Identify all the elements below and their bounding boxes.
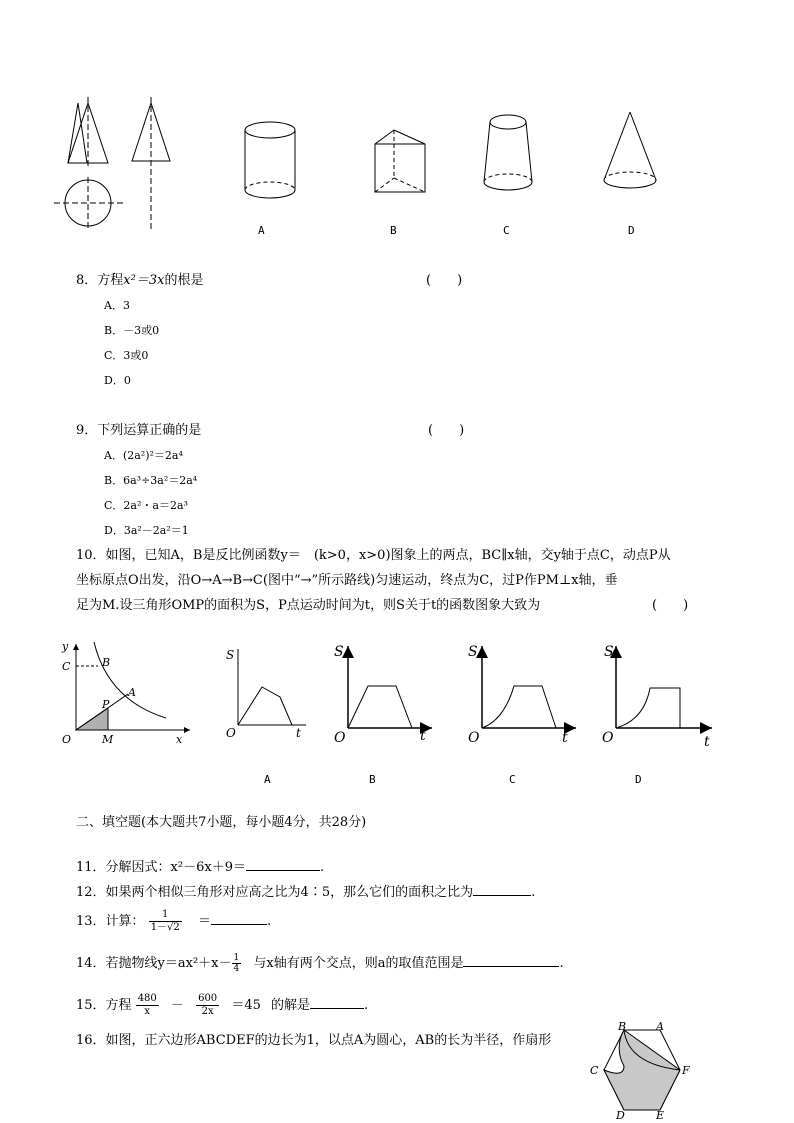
q11-end: .: [319, 860, 325, 875]
q10-d-s: S: [604, 644, 614, 660]
q11-text: 11．分解因式：x²－6x＋9＝: [76, 860, 246, 875]
q8-number: 8．: [76, 273, 98, 288]
q16-label-f: F: [682, 1064, 690, 1077]
q10-answer-bracket: ( ): [652, 598, 689, 613]
q7-label-c: C: [503, 224, 510, 237]
q16-label-d: D: [616, 1109, 625, 1122]
q10-fig-o: O: [62, 733, 72, 746]
q10-line-1: [76, 548, 671, 564]
q7-label-b: B: [390, 224, 397, 237]
q14: [76, 950, 564, 978]
q10-fig-m: M: [102, 733, 114, 746]
q9-option-c: C．2a²・a＝2a³: [104, 499, 188, 512]
q12-end: .: [531, 885, 536, 900]
q16-label-c: C: [590, 1064, 599, 1077]
q10-line-2: 坐标原点O出发，沿O→A→B→C(图中“→”所示路线)匀速运动，终点为C，过P作PM⊥x轴，垂: [76, 573, 618, 588]
q7-three-view-figure: [50, 95, 170, 235]
q10-fig-b: B: [102, 656, 111, 669]
q13-eq: ＝: [197, 914, 211, 929]
q14-text: 14．若抛物线y＝ax²＋x－: [76, 956, 232, 971]
q10-fig-p: P: [102, 698, 110, 711]
q16-hexagon-figure: [584, 1020, 694, 1120]
q13: [76, 906, 271, 938]
q8-stem-a: 方程: [97, 273, 124, 288]
q10-label-b: B: [369, 773, 376, 786]
q10-graph-d: [596, 640, 716, 750]
q8-option-c: C．3或0: [104, 349, 149, 362]
q13-fraction: [149, 909, 182, 934]
q15-minus: －: [170, 998, 184, 1013]
q16-text: 16．如图，正六边形ABCDEF的边长为1，以点A为圆心，AB的长为半径，作扇形: [76, 1033, 552, 1048]
q16-label-b: B: [618, 1020, 627, 1033]
q14-text-2: 与x轴有两个交点，则a的取值范围是: [253, 956, 464, 971]
q15-f1-num: 480: [137, 993, 157, 1004]
q10-text-1: 如图，已知A，B是反比例函数y＝ (k>0，x>0)图象上的两点，BC∥x轴，交y轴于点C，动点P从: [105, 548, 671, 563]
q9-option-d: D．3a²－2a²＝1: [104, 524, 189, 537]
q13-end: .: [266, 914, 272, 929]
q9-stem: [76, 423, 201, 439]
q7-label-a: A: [258, 224, 265, 237]
q7-option-c-frustum: [482, 110, 542, 200]
q10-d-o: O: [602, 730, 614, 746]
q14-answer-blank[interactable]: [463, 953, 559, 967]
q9-answer-bracket: ( ): [428, 423, 465, 438]
q10-c-t: t: [562, 730, 568, 746]
q9-option-a: A．(2a²)²＝2a⁴: [104, 449, 183, 462]
q8-option-b: B．－3或0: [104, 324, 160, 337]
q7-option-d-cone: [600, 108, 670, 198]
q8-answer-bracket: ( ): [426, 273, 463, 288]
q8-stem-c: 的根是: [164, 273, 204, 288]
q15-fraction-2: [196, 993, 219, 1018]
q10-c-s: S: [468, 644, 478, 660]
q10-fig-c: C: [62, 660, 71, 673]
q15-f2-num: 600: [198, 993, 218, 1004]
q10-graph-b: [330, 640, 440, 745]
q16-label-e: E: [656, 1109, 665, 1122]
q10-graph-c: [464, 640, 584, 745]
q12-answer-blank[interactable]: [473, 882, 531, 896]
q10-b-t: t: [420, 728, 426, 744]
q10-fig-x: x: [176, 733, 183, 746]
q10-fig-a: A: [128, 686, 136, 699]
q7-label-d: D: [628, 224, 635, 237]
q7-option-a-cylinder: [242, 118, 302, 208]
q14-frac-den: 4: [233, 964, 240, 974]
q10-b-o: O: [334, 730, 346, 746]
q10-a-t: t: [296, 726, 301, 740]
q15-fraction-1: [136, 993, 159, 1018]
q15-text: 15．方程: [76, 998, 132, 1013]
q7-option-b-prism: [370, 126, 440, 206]
q8-equation: x²＝3x: [123, 273, 165, 288]
q16-label-a: A: [656, 1020, 664, 1033]
q10-main-figure: [58, 640, 198, 750]
q12: [76, 882, 535, 901]
q10-label-d: D: [635, 773, 642, 786]
q10-fig-y: y: [62, 640, 69, 653]
q15-f1-den: x: [144, 1006, 151, 1017]
q15: [76, 990, 368, 1022]
q10-c-o: O: [468, 730, 480, 746]
q15-answer-blank[interactable]: [310, 995, 364, 1009]
q14-fraction: [232, 953, 242, 974]
q9-option-b: B．6a³÷3a²＝2a⁴: [104, 474, 198, 487]
q9-number: 9．: [76, 423, 98, 438]
q10-number: 10．: [76, 548, 106, 563]
q11-answer-blank[interactable]: [246, 857, 320, 871]
q8-option-a: A．3: [104, 299, 130, 312]
q10-label-a: A: [264, 773, 271, 786]
section-2-title: 二、填空题(本大题共7小题，每小题4分，共28分): [76, 815, 367, 830]
q10-graph-a: [222, 645, 312, 745]
q11: [76, 857, 324, 876]
q15-end: .: [364, 998, 369, 1013]
q10-label-c: C: [509, 773, 516, 786]
q13-text: 13．计算：: [76, 914, 145, 929]
q14-end: .: [559, 956, 564, 971]
q13-answer-blank[interactable]: [211, 911, 267, 925]
q8-option-d: D．0: [104, 374, 131, 387]
q9-stem-text: 下列运算正确的是: [97, 423, 202, 438]
q12-text: 12．如果两个相似三角形对应高之比为4∶5，那么它们的面积之比为: [76, 885, 474, 900]
q13-frac-den: 1－√2: [150, 922, 180, 933]
q15-f2-den: 2x: [201, 1006, 214, 1017]
q10-a-s: S: [226, 648, 235, 662]
q13-frac-num: 1: [149, 909, 182, 922]
q15-eq: ＝45: [231, 998, 261, 1013]
q10-b-s: S: [334, 644, 344, 660]
q10-d-t: t: [704, 734, 710, 750]
q15-text-2: 的解是: [271, 998, 311, 1013]
q10-a-o: O: [226, 726, 236, 740]
q10-line-3: 足为M.设三角形OMP的面积为S，P点运动时间为t，则S关于t的函数图象大致为: [76, 598, 541, 613]
q8-stem: [76, 273, 203, 289]
q14-frac-num: 1: [233, 953, 240, 963]
